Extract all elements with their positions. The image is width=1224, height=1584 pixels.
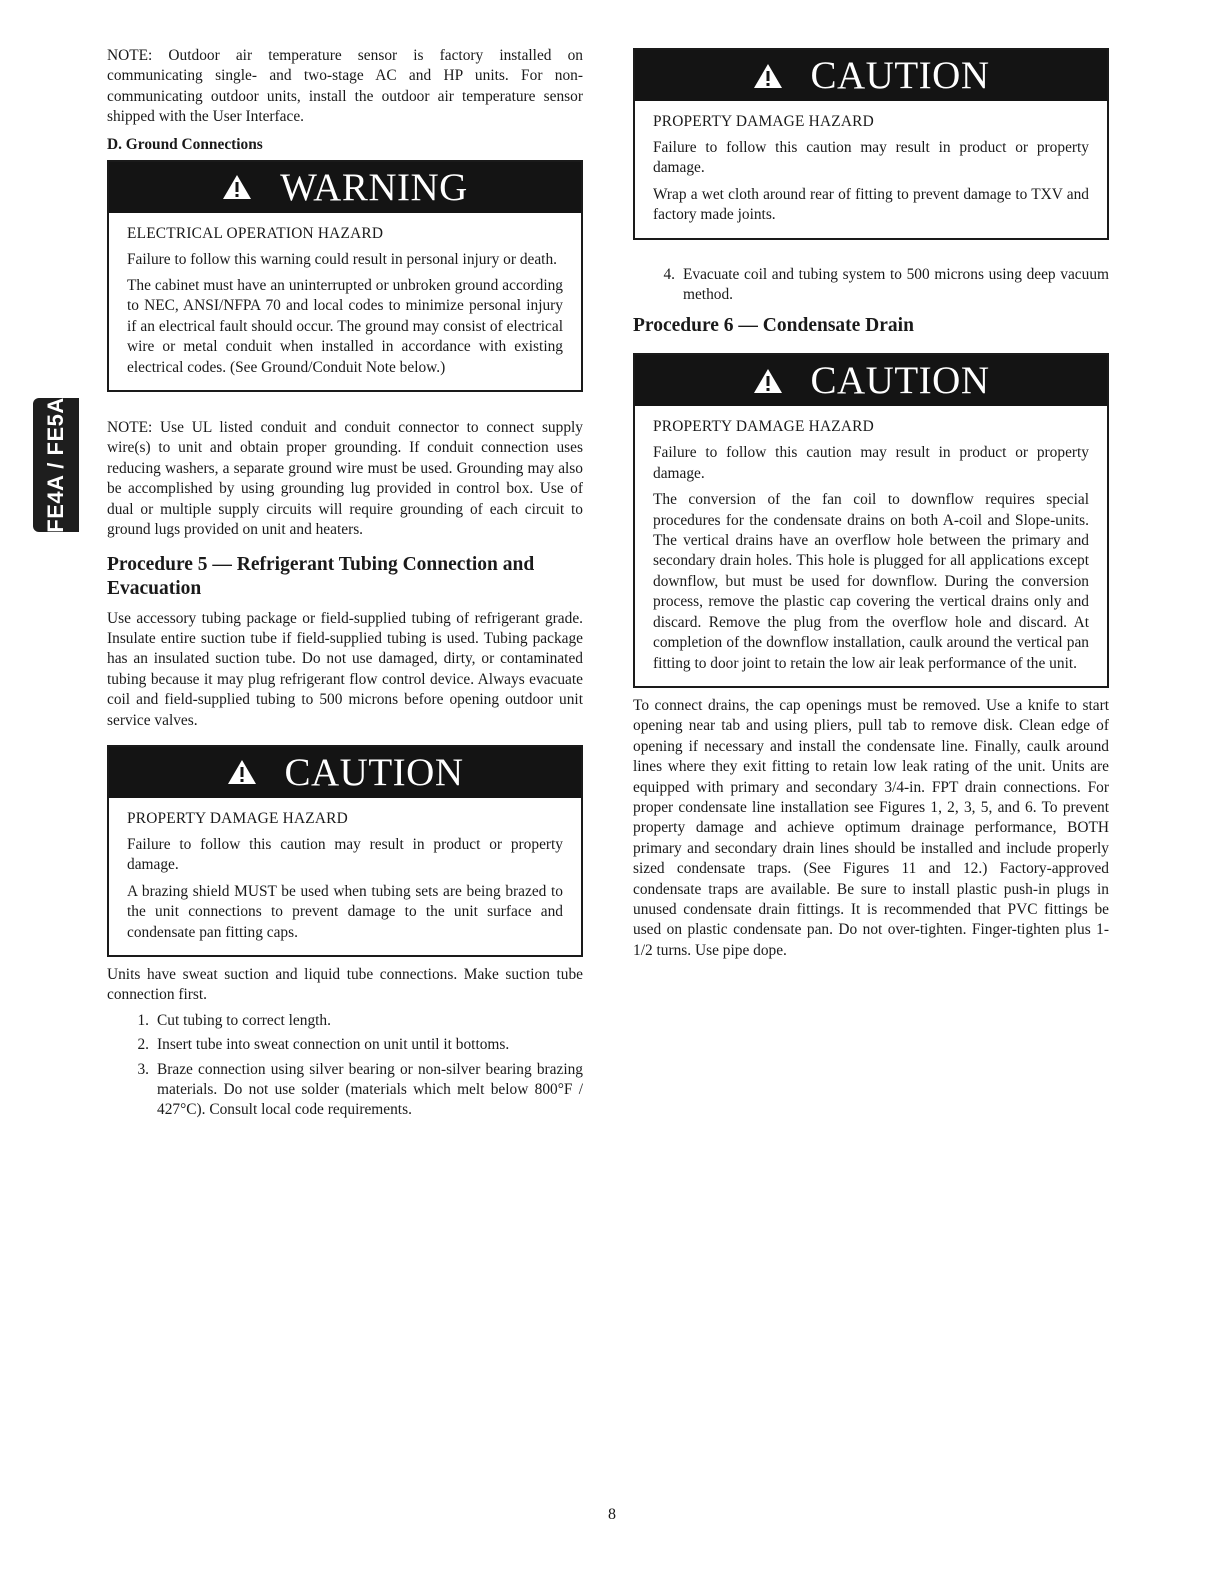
- caution-box: [633, 353, 1109, 687]
- alert-triangle-icon: [222, 174, 252, 200]
- step-number: 2.: [137, 1036, 149, 1054]
- caution-box: [107, 745, 583, 957]
- step-text: Cut tubing to correct length.: [157, 1011, 331, 1029]
- warning-title: ELECTRICAL OPERATION HAZARD: [127, 224, 384, 242]
- caution-title: PROPERTY DAMAGE HAZARD: [127, 809, 348, 827]
- warning-body: [109, 213, 581, 390]
- list-item: [107, 1011, 583, 1031]
- caution-para: A brazing shield MUST be used when tubing sets are being brazed to the unit connections to prevent damage to the unit surface and condensate pan fitting caps.: [127, 882, 563, 941]
- caution-para: Failure to follow this caution may result in product or property damage.: [127, 835, 563, 874]
- caution-para: The conversion of the fan coil to downflow requires special procedures for the condensate drains on both A-coil and Slope-units. The vertical drains have an overflow hole between the primary and secondary drain holes. This hole is plugged for all applications except downflow, but must be used for downflow. During the conversion process, remove the plastic cap covering the vertical drains only and discard. Remove the plug from the overflow hole and discard. At completion of the downflow installation, caulk around the vertical pan fitting to door joint to retain the low air leak performance of the unit.: [653, 491, 1089, 672]
- caution-para: Failure to follow this caution may result in product or property damage.: [653, 444, 1089, 482]
- alert-triangle-icon: [227, 759, 257, 785]
- note-label: NOTE:: [107, 47, 153, 64]
- caution-header: [635, 50, 1107, 101]
- caution-header-label: CAUTION: [810, 54, 990, 97]
- page-number: 8: [608, 1506, 616, 1523]
- list-item: [633, 265, 1109, 306]
- note-text: Use UL listed conduit and conduit connector to connect supply wire(s) to unit and obtain proper grounding. If conduit connection uses reducing washers, a separate ground wire must be used. Grounding may also be accomplished by using grounding lug provided in control box. Use of dual or multiple supply circuits will require grounding of each circuit to ground lugs provided on unit and heaters.: [107, 419, 583, 539]
- caution-body: [635, 406, 1107, 685]
- caution-header: [109, 747, 581, 798]
- caution-header-label: CAUTION: [284, 750, 464, 794]
- step-text: Evacuate coil and tubing system to 500 microns using deep vacuum method.: [683, 265, 1109, 304]
- warning-para: The cabinet must have an uninterrupted or unbroken ground according to NEC, ANSI/NFPA 70 and local codes to minimize personal injury if an electrical fault should occur. The ground may consist of electrical wire or metal conduit when installed in accordance with existing electrical codes. (See Ground/Conduit Note below.): [127, 277, 563, 376]
- side-tab: [33, 398, 79, 532]
- units-text: Units have sweat suction and liquid tube connections. Make suction tube connection first.: [107, 965, 583, 1004]
- caution-para: Failure to follow this caution may result in product or property damage.: [653, 139, 1089, 177]
- caution-body: [635, 101, 1107, 238]
- step-number: 1.: [137, 1011, 149, 1029]
- procedure-5-heading: Procedure 5 — Refrigerant Tubing Connection and Evacuation: [107, 553, 535, 599]
- step-number: 3.: [137, 1060, 149, 1078]
- caution-title: PROPERTY DAMAGE HAZARD: [653, 418, 874, 436]
- note-sensor: [107, 46, 583, 128]
- caution-box: [633, 48, 1109, 240]
- caution-header: [635, 355, 1107, 406]
- alert-triangle-icon: [753, 368, 783, 394]
- warning-para: Failure to follow this warning could result in personal injury or death.: [127, 250, 557, 268]
- warning-header: [109, 162, 581, 213]
- right-column: [633, 48, 1109, 961]
- list-item: [107, 1060, 583, 1121]
- caution-title: PROPERTY DAMAGE HAZARD: [653, 113, 874, 130]
- drain-text: To connect drains, the cap openings must be removed. Use a knife to start opening near tab and using pliers, pull tab to remove disk. Clean edge of opening if necessary and install the condensate line. Finally, caulk around lines where they exit fitting to retain low leak rating of the unit. Units are equipped with primary and secondary 3/4-in. FPT drain connections. For proper condensate line installation see Figures 1, 2, 3, 5, and 6. To prevent property damage and achieve optimum drainage performance, BOTH primary and secondary drain lines should be installed and include properly sized condensate traps. (See Figures 11 and 12.) Factory-approved condensate traps are available. Be sure to install plastic push-in plugs in unused condensate drain fittings. It is recommended that PVC fittings be used on plastic condensate pan. Do not over-tighten. Finger-tighten plus 1-1/2 turns. Use pipe dope.: [633, 696, 1109, 959]
- step-text: Braze connection using silver bearing or non-silver bearing brazing materials. Do not use solder (materials which melt below 800°F / 427°C). Consult local code requirements.: [157, 1060, 583, 1119]
- list-item: [107, 1035, 583, 1055]
- evacuate-step: [633, 265, 1109, 306]
- note-conduit: [107, 418, 583, 540]
- note-text: Outdoor air temperature sensor is factory installed on communicating single- and two-stage AC and HP units. For non-communicating outdoor units, install the outdoor air temperature sensor shipped with the User Interface.: [107, 47, 583, 126]
- warning-box: [107, 160, 583, 392]
- left-column: [107, 46, 583, 1121]
- caution-para: Wrap a wet cloth around rear of fitting to prevent damage to TXV and factory made joints.: [653, 185, 1089, 224]
- caution-body: [109, 798, 581, 955]
- alert-triangle-icon: [753, 63, 783, 89]
- ground-connections-heading: D. Ground Connections: [107, 135, 263, 153]
- tubing-steps: [107, 1011, 583, 1121]
- step-text: Insert tube into sweat connection on unit until it bottoms.: [157, 1036, 510, 1054]
- side-tab-label: FE4A / FE5A: [43, 397, 68, 533]
- procedure-6-heading: Procedure 6 — Condensate Drain: [633, 315, 914, 337]
- procedure-5-text: Use accessory tubing package or field-supplied tubing of refrigerant grade. Insulate entire suction tube if field-supplied tubing is used. Tubing package has an insulated suction tube. Do not use damaged, dirty, or contaminated tubing because it may plug refrigerant flow control device. Always evacuate coil and field-supplied tubing to 500 microns before opening outdoor unit service valves.: [107, 609, 583, 729]
- note-label: NOTE:: [107, 419, 153, 437]
- warning-header-label: WARNING: [280, 165, 468, 209]
- caution-header-label: CAUTION: [810, 359, 990, 403]
- step-number: 4.: [663, 265, 675, 283]
